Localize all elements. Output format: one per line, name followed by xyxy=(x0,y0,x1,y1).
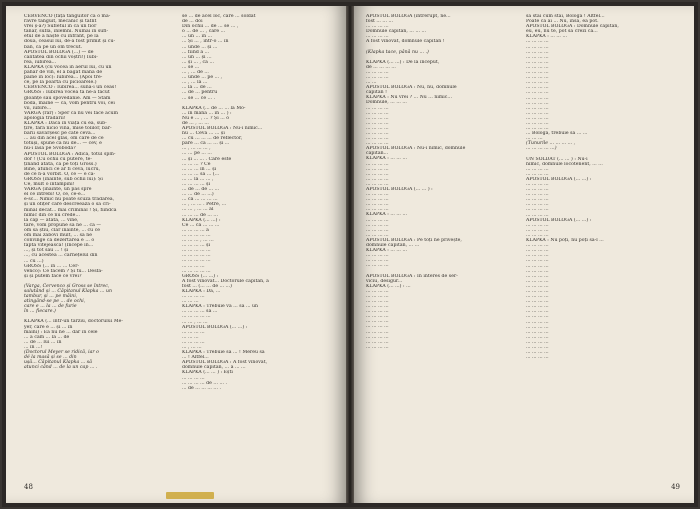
stage-direction-line: atunci când ... de la un cap ... . xyxy=(24,365,98,371)
text-line: ... ... ... ... xyxy=(526,166,549,172)
text-line: căpitan... xyxy=(366,151,389,157)
stage-direction-line: în ... fiecare.) xyxy=(24,309,56,315)
stage-direction-line: ... ... ... ... ...) xyxy=(526,146,557,152)
text-line: ... ... ... ... xyxy=(366,207,389,213)
stage-direction-line: (Doctorul Meyer se ridică, iar o xyxy=(24,350,99,355)
text-line: ... ... ... ... xyxy=(366,141,389,147)
text-line: ... ... ... ... xyxy=(366,202,389,208)
stage-direction-line: (Klapka tace, până nu ... .) xyxy=(366,49,429,55)
text-line: VARGA (rar) : Sper că nu vei face acum xyxy=(24,110,118,116)
text-line: ... ... ... ... xyxy=(366,176,389,182)
text-line: etul de a naște cu înfrânt, pe la xyxy=(24,34,99,40)
text-line: ... ... ... ... xyxy=(526,85,549,91)
text-line: ... se ... ce ... . xyxy=(182,95,216,101)
text-line: ... ... ... ... xyxy=(366,171,389,177)
text-line: să stai cum stai, Bologa ! Altfel... xyxy=(526,14,605,19)
text-line: și și putem face ce vrei? xyxy=(24,273,82,279)
text-line: ... ... ... ... xyxy=(526,283,549,289)
text-line: ... în mâna ... în ... ) : xyxy=(182,110,232,116)
text-line: ... ... ... ... xyxy=(526,100,549,106)
text-line: ... ... xyxy=(366,80,377,86)
text-line: vii, iubire... xyxy=(24,105,52,111)
text-line: KLAPKA (... ...) : xyxy=(182,217,221,223)
text-line: ... unde ... pe ... , xyxy=(182,75,223,81)
text-line: ... ... ... ... xyxy=(526,339,549,345)
text-line: ... de ... ... ... ... . xyxy=(182,385,221,391)
left-column-2 xyxy=(182,14,330,469)
text-line: nimic, domnule locotenent, ... ... xyxy=(526,161,603,167)
text-line: ... a cam ... la ... de xyxy=(24,334,70,340)
text-line: UN SOLDAT (... ... ) : Nu-i xyxy=(526,156,588,162)
text-line: se ... de acel loc, care ... soldat xyxy=(182,14,256,19)
text-line: APOSTOL BOLOGA (... ... ) : xyxy=(366,187,433,192)
text-line: de ... ... ... ... xyxy=(366,64,396,70)
text-line: ban, ca pe un om trecut. xyxy=(24,44,83,50)
text-line: APOSTOL BOLOGA : Adică, totul spln- xyxy=(24,151,116,157)
text-line: ... ... ... ... xyxy=(182,329,205,335)
stage-direction-line: ușă... Căpitanul Klapka ... să xyxy=(24,360,92,366)
text-line: ... ... ... ... xyxy=(366,181,389,187)
text-line: ... , ... ... . Petre, ... xyxy=(182,202,227,208)
text-line: rea, iubirea... xyxy=(24,59,57,65)
text-line: ... , ... de ... xyxy=(182,70,209,76)
text-line: gloanțe sau spovedanie. Am — Stăm xyxy=(24,95,111,101)
text-line: KLAPKA (... într-un târziu, doctorului Me- xyxy=(24,319,123,325)
text-line: ... ... ... ... xyxy=(182,294,205,300)
text-line: ... ... ... ... xyxy=(366,125,389,131)
text-line: A fost vinovat, domnule căpitan ! xyxy=(366,39,445,45)
text-line: Ce, mult o întâmpini! xyxy=(24,182,75,188)
text-line: ... unde ... și ... xyxy=(182,44,218,50)
text-line: yer, care e ... și ... în xyxy=(24,324,73,330)
page-number-right: 49 xyxy=(671,483,680,491)
text-line: KLAPKA : Nu vrei ? ... Nu ... nimic... xyxy=(366,95,452,101)
text-line: ... ... ... ... xyxy=(526,248,549,254)
text-line: eu, eu, nu te, pot să crezi că... xyxy=(526,29,598,35)
text-line: nu ... Ceva ... ... și xyxy=(182,131,225,137)
text-line: ... de ... lui ... în xyxy=(24,339,62,345)
text-line: Din ochii ... de ... se ... , xyxy=(182,24,239,30)
text-line: GROSS (... în ... ... Cer- xyxy=(24,263,80,269)
text-line: KLAPKA : ... ... ... xyxy=(366,212,407,218)
text-line: KLAPKA (... ...) : ... xyxy=(366,283,411,289)
text-line: ... , ... ... xyxy=(182,345,202,350)
text-line: faptă vitejească! (Începe în... xyxy=(24,243,94,249)
text-line: ... ... ... ... xyxy=(526,171,549,177)
text-line: ... ... ... ... xyxy=(366,344,389,350)
text-line: ... ... ... ... xyxy=(366,227,389,233)
text-line: GROSS (... ...) : xyxy=(182,273,219,279)
text-line: viciu, desigur... xyxy=(366,278,403,284)
text-line: la cap — atâta, ... vine, xyxy=(24,217,79,223)
text-line: ... cu ...) xyxy=(24,258,44,264)
text-line: căpitan ! xyxy=(366,90,388,96)
text-line: ... ... ... ... xyxy=(182,339,205,345)
text-line: Domnule căpitan, ... ... ... xyxy=(366,29,427,35)
text-line: ... ... ... ... xyxy=(366,110,389,116)
text-line: APOSTOL BOLOGA : Domnule căpitan, xyxy=(526,24,619,30)
text-line: ... ... ... ... ... xyxy=(182,258,211,264)
text-line: ... ... ... ... a xyxy=(182,227,209,233)
text-line: A fost vinovat... Doctorule căpitan, a xyxy=(182,278,269,284)
text-line: nimic din ce nu crede... xyxy=(24,212,80,218)
text-line: ... ... ... ... xyxy=(366,232,389,238)
text-line: ... ... ... ... xyxy=(366,74,389,80)
text-line: barii săvârșesc pe câte ceva... xyxy=(24,131,96,137)
text-line: ... ... ... ... xyxy=(526,258,549,264)
text-line: de ... , ... ... xyxy=(182,120,209,126)
text-line: APOSTOL BOLOGA : Nu-i nimic, domnule xyxy=(366,146,466,152)
text-line: vrei ș-a?) Sufletul în ca un fior xyxy=(24,24,97,30)
text-line: două, ceasul lui, de-a fost primit și cu- xyxy=(24,39,116,45)
text-line: ... ... ... ... xyxy=(182,375,205,381)
text-line: ... de ... de ... ... xyxy=(182,187,220,193)
text-line: ... ... ... ... ... xyxy=(182,268,211,274)
text-line: ... ... ... ... xyxy=(366,69,389,75)
text-line: domnule căpitan, ... ... xyxy=(366,243,420,249)
text-line: ... ... ... ... xyxy=(526,182,549,187)
text-line: de ... doi xyxy=(182,19,203,25)
text-line: ... ... ... ... xyxy=(526,110,549,116)
text-line: ... ! Altfel... xyxy=(182,355,209,361)
text-line: ... fiind a ... xyxy=(182,49,210,55)
text-line: ... ... ... în ... și xyxy=(182,166,217,172)
text-line: ... ... ... ... xyxy=(366,222,389,228)
text-line: ... ... ... ... xyxy=(366,324,389,330)
text-line: ... ... ... ... xyxy=(366,258,389,264)
text-line: ... ... ... ... și xyxy=(182,182,211,187)
text-line: pâine în loc): Iubirea... (Apoi tre- xyxy=(24,75,103,81)
text-line: o ... de ... , care ... xyxy=(182,29,226,35)
text-line: ... un ... și ... xyxy=(182,54,212,60)
text-line: APOSTOL BOLOGA (... ...) : xyxy=(526,217,592,223)
text-line: APOSTOL BOLOGA (... ...) : xyxy=(526,176,592,182)
text-line: ... ... ... ... xyxy=(526,59,549,65)
text-line: venco): Ce facem ? Și tu... Desfă- xyxy=(24,268,103,274)
text-line: KLAPKA : ... ... ... xyxy=(526,34,567,40)
text-line: ... ... ... ... xyxy=(526,278,549,284)
text-line: mâini) : Ea nu ne ... dar în cele xyxy=(24,329,98,335)
text-line: tare, vom propune să ne ... că — xyxy=(24,222,102,228)
text-line: domnule căpitan, ... a ... ... xyxy=(182,365,246,371)
text-line: ... ... , ... ... xyxy=(182,319,208,325)
text-line: APOSTOL BOLOGA (... ...) : xyxy=(182,324,248,330)
book-gutter xyxy=(346,6,354,503)
text-line: ... ... ... ... xyxy=(526,207,549,213)
text-line: ravre tânguit, mecanic și tâflit xyxy=(24,19,97,25)
text-line: ... cu ... ... ... de reflector, xyxy=(182,136,243,142)
text-line: ... ... ... ... xyxy=(526,75,549,81)
text-line: ... ... ... ... xyxy=(526,299,549,305)
text-line: ... ... ... ... ... xyxy=(182,248,211,254)
open-book xyxy=(2,2,698,507)
text-line: KLAPKA : Da, ... xyxy=(182,288,221,294)
text-line: pahar de vin, el a băgat mâna de xyxy=(24,70,103,76)
text-line: KLAPKA : Dacă în viață cu ea, sub- xyxy=(24,120,107,126)
text-line: tânăr, suflă, înlemni. Numai în sufl- xyxy=(24,29,109,35)
text-line: ... ... ... ... și xyxy=(182,243,211,249)
text-line: ... ... ... ... xyxy=(526,324,549,330)
text-line: ... ... ... ... ... xyxy=(182,232,211,238)
text-line: KLAPKA : Nu poți, nu poți să-l ... xyxy=(526,238,604,244)
text-line: ... ... ... ... xyxy=(526,95,549,101)
text-line: ... ... ... ... xyxy=(526,212,549,218)
text-line: KLAPKA (cu vocea în aerul lui, cu un xyxy=(24,64,112,70)
text-line: ... ... ... xyxy=(182,299,199,305)
text-line: ... Bologa, trebuie să ... ... xyxy=(526,131,588,137)
text-line: fost ... (... ... de ... ...) xyxy=(182,283,233,289)
text-line: ... ... ... ... xyxy=(366,120,389,126)
text-line: APOSTOL BOLOGA (...) — de xyxy=(24,49,94,55)
text-line: ... , ... la ... xyxy=(182,80,208,86)
text-line: ... ... ... ... xyxy=(526,243,549,249)
text-line: Domnule, ... ... ... xyxy=(366,100,407,106)
text-line: ... ... ... ... xyxy=(366,253,389,259)
text-line: KLAPKA : Trebuie să ... ! Mereu să xyxy=(182,350,265,356)
text-line: ... ... ... ... xyxy=(526,222,549,228)
text-line: ... ... ... ... xyxy=(526,90,549,96)
text-line: ... ... ... ... xyxy=(366,314,389,320)
text-line: ... ... ... ... xyxy=(526,70,549,76)
text-line: ... ... ... ... xyxy=(366,217,389,223)
text-line: ... ... ... ... xyxy=(526,350,549,356)
text-line: ... ... ... ? Ce xyxy=(182,161,211,167)
text-line: ... ... ... ... xyxy=(526,273,549,279)
text-line: ... ... ... , ... ... xyxy=(182,238,214,244)
text-line: dor ! (Cu ochii cu putere, te- xyxy=(24,156,92,162)
text-line: pare ... ca ... ... și ... xyxy=(182,141,230,147)
text-line: ... ... ... ... xyxy=(366,130,389,136)
text-line: convinge că dezertarea e ... o xyxy=(24,238,95,244)
text-line: Poate că ai ... Nu, însă, ea pot. xyxy=(526,19,599,25)
text-line: ... ... ... ... xyxy=(366,288,389,294)
text-line: ... ... ... ... ... xyxy=(182,253,211,259)
library-stamp xyxy=(166,492,214,499)
text-line: KLAPKA : ... ... ... xyxy=(366,248,407,254)
text-line: ... ... ... ... xyxy=(526,334,549,340)
text-line: ... , ... ... ... , xyxy=(182,146,211,152)
text-line: ... ... ... ... xyxy=(526,187,549,193)
text-line: VARGA (înainte, un pas spre xyxy=(24,187,92,193)
stage-direction-line: (Tunurile ... ... ... ... , xyxy=(526,141,576,147)
page-number-left: 48 xyxy=(24,483,33,491)
text-line: ... ... ... să ... (... xyxy=(182,171,220,177)
text-line: țire, fără nicio vină, mise tolilor, bar- xyxy=(24,126,112,132)
text-line: ținand atâta, ca pe toți Gross.) xyxy=(24,161,97,167)
text-line: ... ... ... ... xyxy=(366,309,389,315)
text-line: ... ... ... ... xyxy=(366,293,389,299)
text-line: APOSTOL BOLOGA (întrerupt, ne... xyxy=(366,14,451,19)
text-line: ... ... ... ... xyxy=(526,319,549,325)
text-line: GROSS : Iubirea vocea ta ne-a făcut xyxy=(24,90,110,96)
text-line: CERVENCO : Iubirea... sună-i un ceas! xyxy=(24,85,117,91)
text-line: ... au din acel glas, om care de ce xyxy=(24,136,104,142)
text-line: ... ... ... ... xyxy=(526,355,549,361)
text-line: ... ... ... ... xyxy=(526,64,549,70)
stage-direction-line: (Varga, Cervenco și Gross se întrec, xyxy=(24,283,110,289)
text-line: ... de ... pentru xyxy=(182,90,218,96)
right-column-1 xyxy=(366,14,514,469)
text-line: KLAPKA (... ... ) : Ești xyxy=(182,370,233,376)
text-line: ... ... ... ... xyxy=(526,49,549,55)
text-line: și un ofițer care descreează o să cri- xyxy=(24,202,111,208)
text-line: APOSTOL BOLOGA : Pe toți ne privește, xyxy=(366,237,462,243)
text-line: totuși, spune că nu de... — cev, e xyxy=(24,141,102,147)
text-line: ... ... ... ... ... xyxy=(182,314,211,320)
text-line: ... ... ... ... xyxy=(526,329,549,335)
stage-direction-line: atingând-se pe ... de ochi, xyxy=(24,299,86,305)
text-line: CERVENCO (față tânguitor ca o ma- xyxy=(24,14,111,19)
text-line: ... ... ... ... xyxy=(366,166,389,172)
text-line: ..., cu acestea ... carnețelul din xyxy=(24,253,98,259)
text-line: ... ... ... ... xyxy=(526,232,549,238)
text-line: ... ... ... ... xyxy=(366,329,389,335)
text-line: ... ... ... ... xyxy=(526,192,549,198)
text-line: ... ... ... ... xyxy=(526,54,549,60)
text-line: ... ... ... ... xyxy=(366,304,389,310)
text-line: ... ... ... ... xyxy=(526,126,549,132)
text-line: ... Și ... , într-o ... în xyxy=(182,39,229,45)
text-line: ... ... ... ... xyxy=(526,120,549,126)
text-line: ... ... ... ... xyxy=(366,197,389,203)
text-line: ... ... ... ... xyxy=(526,309,549,315)
text-line: ... ... ... ... xyxy=(526,44,549,50)
text-line: ... ... ... ... xyxy=(366,161,389,167)
text-line: ... ... ... ... xyxy=(526,39,549,45)
stage-direction-line: care e ... la ... de furie xyxy=(24,304,77,310)
text-line: om să știu, clar înainte, ... cu ce xyxy=(24,227,101,233)
text-line: ... ... ... xyxy=(526,136,543,142)
text-line: apologia trădării! xyxy=(24,115,66,121)
page-left xyxy=(6,6,346,503)
text-line: ... ... ... ... xyxy=(366,263,389,269)
text-line: de ce n-a vorbit. O, ce — e că- xyxy=(24,171,96,177)
text-line: ... că ... ... ... ... xyxy=(182,197,218,203)
text-line: Bine, atunci ce ar fi ceva, lucru, xyxy=(24,166,101,172)
text-line: ... ... pe ... ... xyxy=(182,151,212,157)
text-line: ... ... ... ... xyxy=(182,263,205,269)
text-line: ... ... ... ... xyxy=(366,319,389,325)
text-line: KLAPKA (... de ... ... la Mo- xyxy=(182,105,246,111)
text-line: Nu e ... , ... ? Și ... o xyxy=(182,115,230,121)
text-line: ... ... ... ... xyxy=(366,334,389,340)
text-line: ... ... , ... ... al xyxy=(182,207,214,213)
text-line: APOSTOL BOLOGA : Nu-i nimic... xyxy=(182,125,263,131)
text-line: e-sc... Nimic nu poate scuza trădarea, xyxy=(24,197,115,203)
text-line: om mai zâbovi mult, ... să ne xyxy=(24,233,93,239)
text-line: ... ... ... xyxy=(182,334,199,340)
text-line: ... ... ... ... xyxy=(366,298,389,304)
text-line: ... ... ... de ... ... xyxy=(182,212,218,218)
text-line: calitatea din ochii voștri!) Iubi- xyxy=(24,54,98,60)
text-line: KLAPKA : ... ... ... xyxy=(366,156,407,162)
text-line: ... ... ... ... xyxy=(526,80,549,86)
text-line: ... ... ... ... xyxy=(526,197,549,203)
text-line: KLAPKA : Trebuie vă ... să ... un xyxy=(182,304,259,310)
text-line: ... în ...! xyxy=(24,344,43,350)
text-line: ... și ... , că ... xyxy=(182,59,214,65)
text-line: ... ... ... ... xyxy=(366,115,389,121)
text-line: ... ... ... ... xyxy=(526,304,549,310)
text-line: APOSTOL BOLOGA : În interes de ser- xyxy=(366,273,458,279)
text-line: ... ... ... ... xyxy=(526,227,549,233)
text-line: ... ... ... ... xyxy=(526,202,549,208)
text-line: KLAPKA (... ...) : De la început, xyxy=(366,59,440,65)
stage-direction-line: tambur, și ... pe mâini, xyxy=(24,294,78,300)
text-line: ... ... ... ... xyxy=(366,339,389,345)
text-line: boda, mâine — ca, vom pentru voi, cei xyxy=(24,100,115,106)
text-line: ... ... ... ... xyxy=(526,263,549,269)
text-line: ... se ... xyxy=(182,64,200,70)
text-line: ce, pe la poartă cu picioarele.) xyxy=(24,80,97,86)
text-line: ... ... de ... ...) xyxy=(182,192,214,198)
text-line: ..., și tot sau ... ! și xyxy=(24,248,69,254)
text-line: fost ... ... ... xyxy=(366,19,393,25)
text-line: ... ... ... ... de ... ... . xyxy=(182,380,228,386)
text-line: ... ... ... ... xyxy=(526,314,549,320)
text-line: ... un ... în ... xyxy=(182,34,213,40)
text-line: ... ... ... ... să ... xyxy=(182,309,218,315)
text-line: ... ... ... ... xyxy=(526,268,549,274)
text-line: ... la ... de ... xyxy=(182,85,212,91)
text-line: ... ... ... ... xyxy=(366,192,389,198)
text-line: APOSTOL BOLOGA : A fost vinovat, xyxy=(182,360,268,366)
text-line: ... ... ... ... xyxy=(526,294,549,300)
text-line: ... ... ... ... xyxy=(526,115,549,121)
text-line: GROSS (înainte, sub ochii lui): Și xyxy=(24,177,103,182)
text-line: ... și ... ... . Care este xyxy=(182,156,232,162)
text-line: Ce ... că ... ... ... xyxy=(182,222,220,228)
text-line: ... ... ... ... xyxy=(526,345,549,350)
text-line: ... ... ... ... xyxy=(366,105,389,111)
left-column-1 xyxy=(24,14,172,469)
text-line: ... ... ... ... xyxy=(366,136,389,142)
text-line: APOSTOL BOLOGA : Nu, nu, domnule xyxy=(366,85,457,91)
text-line: el ce întrebi! O, ce, ce-e... xyxy=(24,192,86,198)
text-line: ... ... ... ... xyxy=(526,253,549,259)
page-right xyxy=(354,6,694,503)
text-line: ... ... ... ... xyxy=(526,288,549,294)
text-line: ... ... ... ... xyxy=(366,34,389,40)
text-line: nu-i lasă pe Svoboda? xyxy=(24,146,76,152)
text-line: minal decât... mai criminal ! Și, fiindcă xyxy=(24,207,117,213)
stage-direction-line: dé la masă și se ... din xyxy=(24,355,77,361)
right-column-2 xyxy=(526,14,674,469)
text-line: ... ... ... ... xyxy=(526,105,549,111)
text-line: ... ... ... ... xyxy=(366,24,389,30)
stage-direction-line: salutând și ... Căpitanul Klapka ... un xyxy=(24,288,112,294)
text-line: ... ... la ... ... , xyxy=(182,176,214,182)
